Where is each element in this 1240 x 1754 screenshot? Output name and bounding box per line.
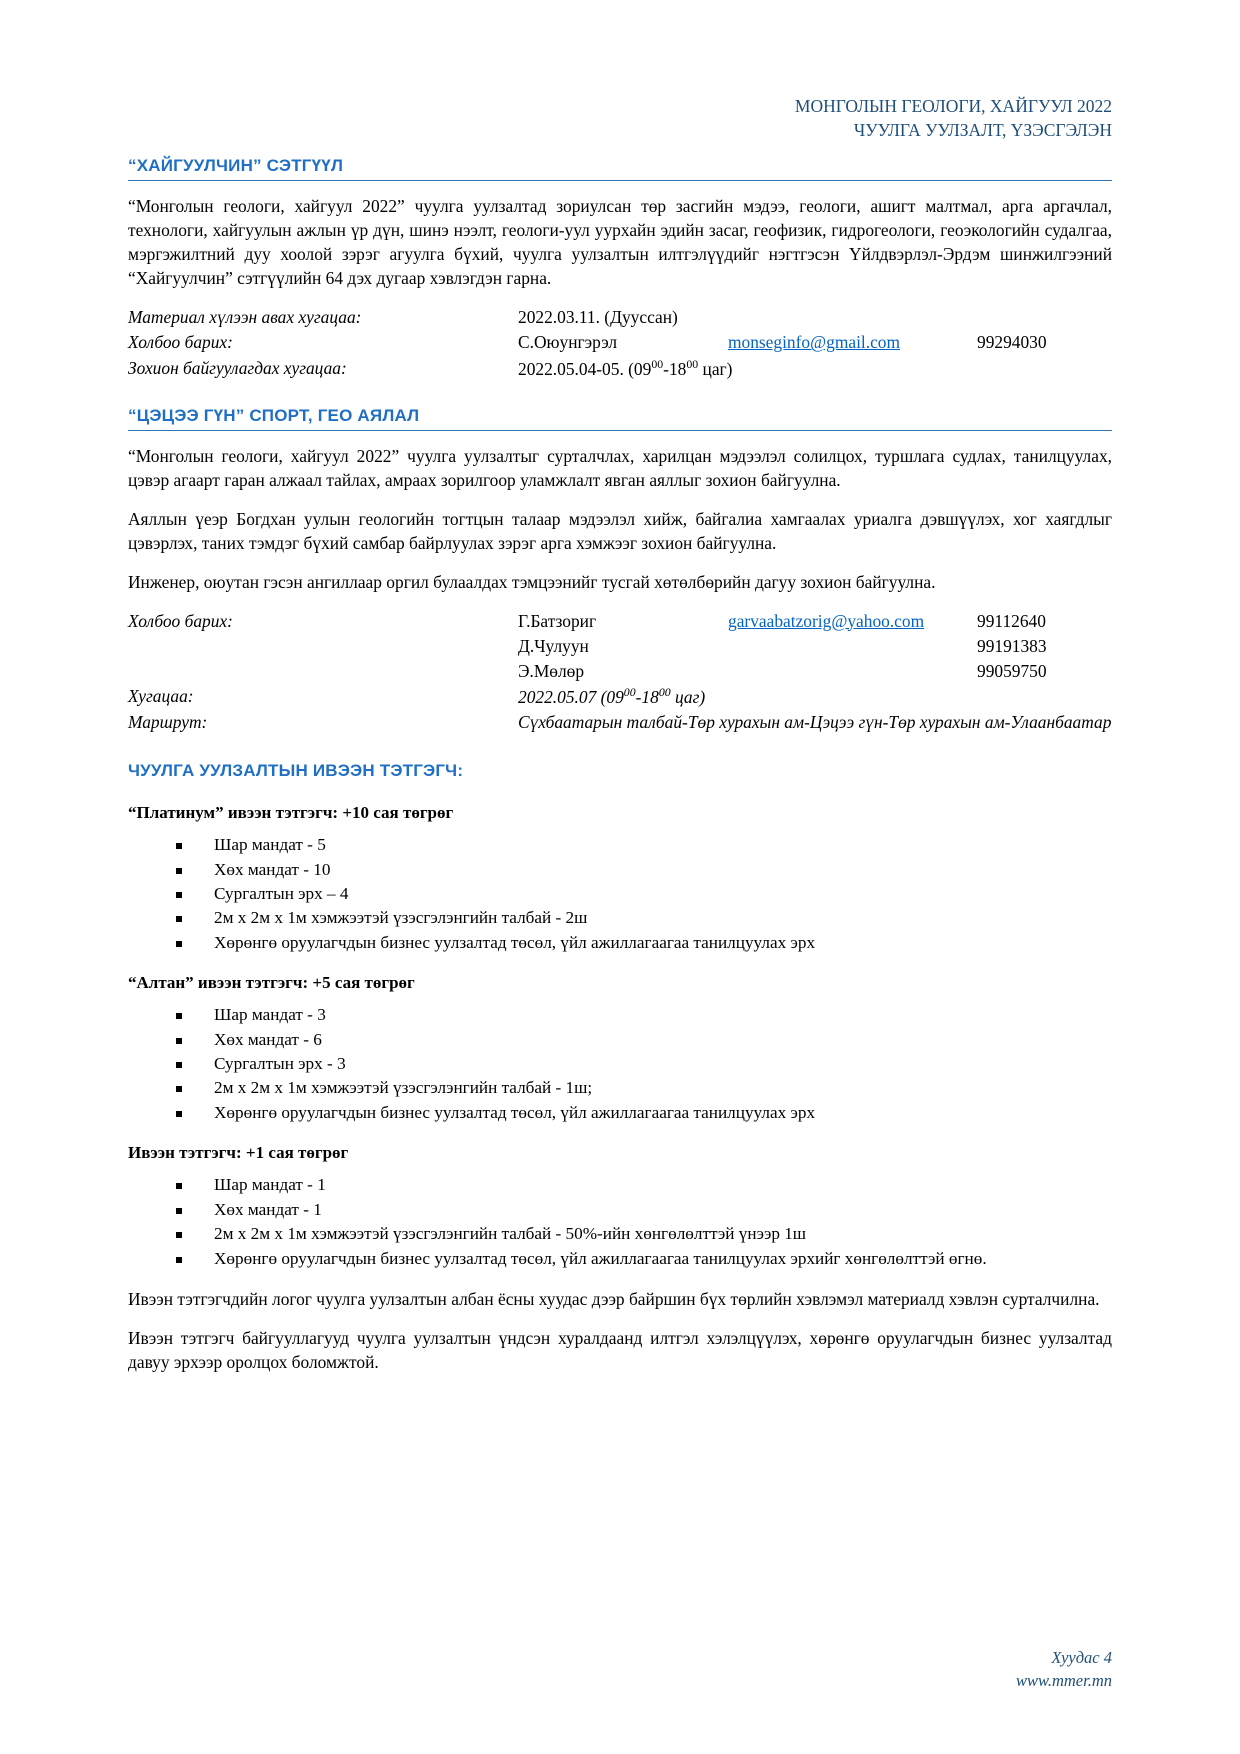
- list-item: Сургалтын эрх – 4: [172, 882, 1112, 906]
- sport-contact-table: [128, 609, 1112, 736]
- tier-title-platinum: “Платинум” ивээн тэтгэгч: +10 сая төгрөг: [128, 803, 454, 823]
- sport-paragraph-2: Аяллын үеэр Богдхан уулын геологийн тогтцын талаар мэдээлэл хийж, байгалиа хамгаалах уриалга дэвшүүлэх, хог хаягдлыг цэвэрлэх, таних тэмдэг бүхий самбар байрлуулах зэрэг арга хэмжээг зохион байгуулна.: [128, 508, 1112, 553]
- spacer: [128, 1275, 1112, 1287]
- phone-number: 99112640: [977, 610, 1046, 631]
- table-row: [128, 330, 1112, 355]
- table-row: [128, 684, 1112, 710]
- date-pre: 2022.05.04-05. (09: [518, 358, 652, 379]
- sponsor-closing-2: Ивээн тэтгэгч байгууллагууд чуулга уулзалтын үндсэн хуралдаанд илтгэл хэлэлцүүлэх, хөрөнгө оруулагчдын бизнес уулзалтад давуу эрхээр оролцох боломжтой.: [128, 1328, 1112, 1373]
- tier-list-platinum: [128, 833, 1112, 955]
- tier-list-gold: [128, 1003, 1112, 1125]
- contact-name: Э.Мөлөр: [518, 660, 585, 681]
- info-value: [518, 356, 1112, 382]
- list-item: Шар мандат - 5: [172, 833, 1112, 857]
- email-link[interactable]: monseginfo@gmail.com: [728, 332, 901, 353]
- list-item: 2м х 2м х 1м хэмжээтэй үзэсгэлэнгийн талбай - 1ш;: [172, 1076, 1112, 1100]
- time-pre: 2022.05.07 (09: [518, 686, 624, 707]
- magazine-paragraph: “Монголын геологи, хайгуул 2022” чуулга уулзалтад зориулсан төр засгийн мэдээ, геологи, ашигт малтмал, арга аргачлал, технологи, хайгуулын ажлын үр дүн, шинэ нээлт, геологи-уул уурхайн эдийн засаг, геофизик, гидрогеологи, геоэкологийн судалгаа, мэргэжилтний дуу хоолой зэрэг агуулга бүхий, чуулга уулзалтын илтгэлүүдийг нэгтгэсэн Үйлдвэрлэл-Эрдэм шинжилгээний “Хайгуулчин” сэтгүүлийн 64 дэх дугаар хэвлэгдэн гарна.: [128, 196, 1112, 289]
- list-item: Хөрөнгө оруулагчдын бизнес уулзалтад төсөл, үйл ажиллагаагаа танилцуулах эрх: [172, 1101, 1112, 1125]
- contact-name: Д.Чулуун: [518, 635, 589, 656]
- email-link[interactable]: garvaabatzorig@yahoo.com: [728, 610, 925, 631]
- contact-label: Холбоо барих:: [128, 610, 233, 631]
- document-header: [128, 95, 1112, 142]
- section-heading-sponsors: ЧУУЛГА УУЛЗАЛТЫН ИВЭЭН ТЭТГЭГЧ:: [128, 761, 464, 781]
- table-row: [128, 356, 1112, 382]
- magazine-info-table: [128, 305, 1112, 381]
- date-post: цаг): [698, 358, 733, 379]
- time-sup: 00: [686, 356, 699, 371]
- spacer-cell: [128, 659, 518, 684]
- list-item: 2м х 2м х 1м хэмжээтэй үзэсгэлэнгийн талбай - 2ш: [172, 906, 1112, 930]
- table-row: [128, 710, 1112, 735]
- page-footer: [1016, 1646, 1112, 1692]
- tier-title-basic: Ивээн тэтгэгч: +1 сая төгрөг: [128, 1143, 349, 1163]
- time-label: Хугацаа:: [128, 686, 194, 707]
- section-divider: [128, 430, 1112, 431]
- list-item: Хөрөнгө оруулагчдын бизнес уулзалтад төсөл, үйл ажиллагаагаа танилцуулах эрх: [172, 931, 1112, 955]
- time-sup: 00: [651, 356, 664, 371]
- sport-paragraph-3: Инженер, оюутан гэсэн ангиллаар оргил булаалдах тэмцээнийг тусгай хөтөлбөрийн дагуу зохион байгуулна.: [128, 571, 936, 592]
- table-row: [128, 634, 1112, 659]
- sponsor-closing-1: Ивээн тэтгэгчдийн логог чуулга уулзалтын албан ёсны хуудас дээр байршин бүх төрлийн хэвлэмэл материалд хэвлэн сурталчилна.: [128, 1289, 1100, 1310]
- section-heading-magazine: “ХАЙГУУЛЧИН” СЭТГҮҮЛ: [128, 156, 344, 176]
- contact-name: С.Оюунгэрэл: [518, 332, 618, 353]
- route-label: Маршрут:: [128, 711, 208, 732]
- email-cell: [728, 330, 977, 355]
- time-value: [518, 684, 1112, 710]
- email-cell: [728, 634, 977, 659]
- info-label: Холбоо барих:: [128, 332, 233, 353]
- list-item: Сургалтын эрх - 3: [172, 1052, 1112, 1076]
- header-line-2: ЧУУЛГА УУЛЗАЛТ, ҮЗЭСГЭЛЭН: [853, 119, 1112, 140]
- section-divider: [128, 180, 1112, 181]
- website-url: www.mmer.mn: [1016, 1670, 1112, 1690]
- list-item: Шар мандат - 3: [172, 1003, 1112, 1027]
- info-label: Материал хүлээн авах хугацаа:: [128, 307, 362, 328]
- phone-number: 99191383: [977, 635, 1047, 656]
- info-value: 2022.03.11. (Дууссан): [518, 307, 678, 328]
- tier-title-gold: “Алтан” ивээн тэтгэгч: +5 сая төгрөг: [128, 973, 415, 993]
- list-item: Хөх мандат - 6: [172, 1028, 1112, 1052]
- route-value: Сүхбаатарын талбай-Төр хурахын ам-Цэцээ гүн-Төр хурахын ам-Улаанбаатар: [518, 711, 1112, 732]
- table-row: [128, 305, 1112, 330]
- time-sup: 00: [658, 685, 671, 700]
- tier-list-basic: [128, 1173, 1112, 1271]
- email-cell: [728, 609, 977, 634]
- list-item: Хөх мандат - 10: [172, 858, 1112, 882]
- header-line-1: МОНГОЛЫН ГЕОЛОГИ, ХАЙГУУЛ 2022: [794, 96, 1112, 116]
- spacer-cell: [128, 634, 518, 659]
- phone-number: 99294030: [977, 332, 1047, 353]
- table-row: [128, 609, 1112, 634]
- list-item: Хөрөнгө оруулагчдын бизнес уулзалтад төсөл, үйл ажиллагаагаа танилцуулах эрхийг хөнгөлөлттэй өгнө.: [172, 1247, 1112, 1271]
- table-row: [128, 659, 1112, 684]
- sport-paragraph-1: “Монголын геологи, хайгуул 2022” чуулга уулзалтыг сурталчлах, харилцан мэдээлэл солилцох, туршлага судлах, танилцуулах, цэвэр агаарт гаран алжаал тайлах, амраах зорилгоор уламжлалт явган аяллыг зохион байгуулна.: [128, 445, 1112, 490]
- time-sup: 00: [623, 685, 636, 700]
- list-item: Шар мандат - 1: [172, 1173, 1112, 1197]
- contact-name: Г.Батзориг: [518, 610, 597, 631]
- phone-number: 99059750: [977, 660, 1047, 681]
- section-heading-sport: “ЦЭЦЭЭ ГҮН” СПОРТ, ГЕО АЯЛАЛ: [128, 405, 420, 425]
- page-number: Хуудас 4: [1051, 1647, 1112, 1667]
- list-item: 2м х 2м х 1м хэмжээтэй үзэсгэлэнгийн талбай - 50%-ийн хөнгөлөлттэй үнээр 1ш: [172, 1222, 1112, 1246]
- info-label: Зохион байгуулагдах хугацаа:: [128, 357, 347, 378]
- date-mid: -18: [663, 358, 687, 379]
- time-post: цаг): [670, 686, 706, 707]
- list-item: Хөх мандат - 1: [172, 1198, 1112, 1222]
- time-mid: -18: [635, 686, 659, 707]
- email-cell: [728, 659, 977, 684]
